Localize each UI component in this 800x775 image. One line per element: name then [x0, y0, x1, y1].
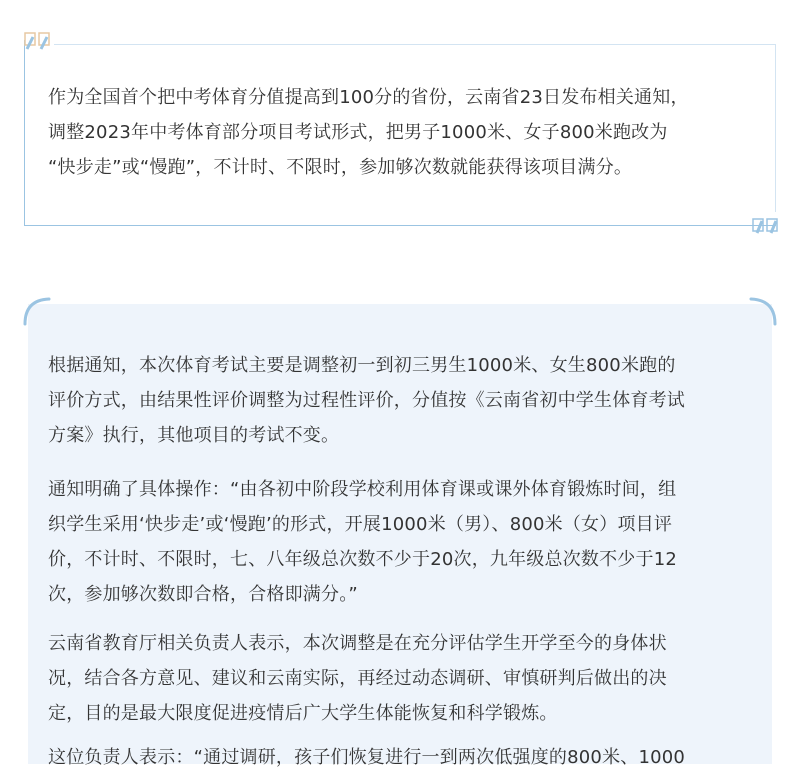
intro-line: “快步走”或“慢跑”，不计时、不限时，参加够次数就能获得该项目满分。 — [48, 157, 633, 178]
text-line: 方案》执行，其他项目的考试不变。 — [48, 425, 340, 446]
text-line: 价，不计时、不限时，七、八年级总次数不少于20次，九年级总次数不少于12 — [48, 549, 678, 570]
quote-divider-top — [54, 44, 776, 45]
paragraph-3 — [48, 626, 760, 731]
text-line: 织学生采用‘快步走’或‘慢跑’的形式，开展1000米（男）、800米（女）项目评 — [48, 514, 673, 535]
intro-text — [48, 80, 768, 185]
paragraph-2 — [48, 472, 760, 612]
paragraph-1 — [48, 348, 760, 453]
panel-corner-right-icon — [748, 296, 778, 326]
text-line: 云南省教育厅相关负责人表示，本次调整是在充分评估学生开学至今的身体状 — [48, 633, 667, 654]
text-line: 况，结合各方意见、建议和云南实际，再经过动态调研、审慎研判后做出的决 — [48, 668, 667, 689]
open-quote-icon — [24, 31, 52, 53]
panel-corner-left-icon — [22, 296, 52, 326]
intro-line: 作为全国首个把中考体育分值提高到100分的省份，云南省23日发布相关通知， — [48, 87, 689, 108]
close-quote-icon — [752, 215, 780, 237]
text-line: 这位负责人表示：“通过调研，孩子们恢复进行一到两次低强度的800米、1000 — [48, 747, 686, 768]
text-line: 次，参加够次数即合格，合格即满分。” — [48, 584, 358, 605]
text-line: 根据通知，本次体育考试主要是调整初一到初三男生1000米、女生800米跑的 — [48, 355, 676, 376]
text-line: 定，目的是最大限度促进疫情后广大学生体能恢复和科学锻炼。 — [48, 703, 558, 724]
intro-line: 调整2023年中考体育部分项目考试形式，把男子1000米、女子800米跑改为 — [48, 122, 668, 143]
text-line: 评价方式，由结果性评价调整为过程性评价，分值按《云南省初中学生体育考试 — [48, 390, 685, 411]
paragraph-4 — [48, 740, 760, 775]
text-line: 通知明确了具体操作：“由各初中阶段学校利用体育课或课外体育锻炼时间，组 — [48, 479, 677, 500]
quote-divider-right — [775, 44, 776, 212]
